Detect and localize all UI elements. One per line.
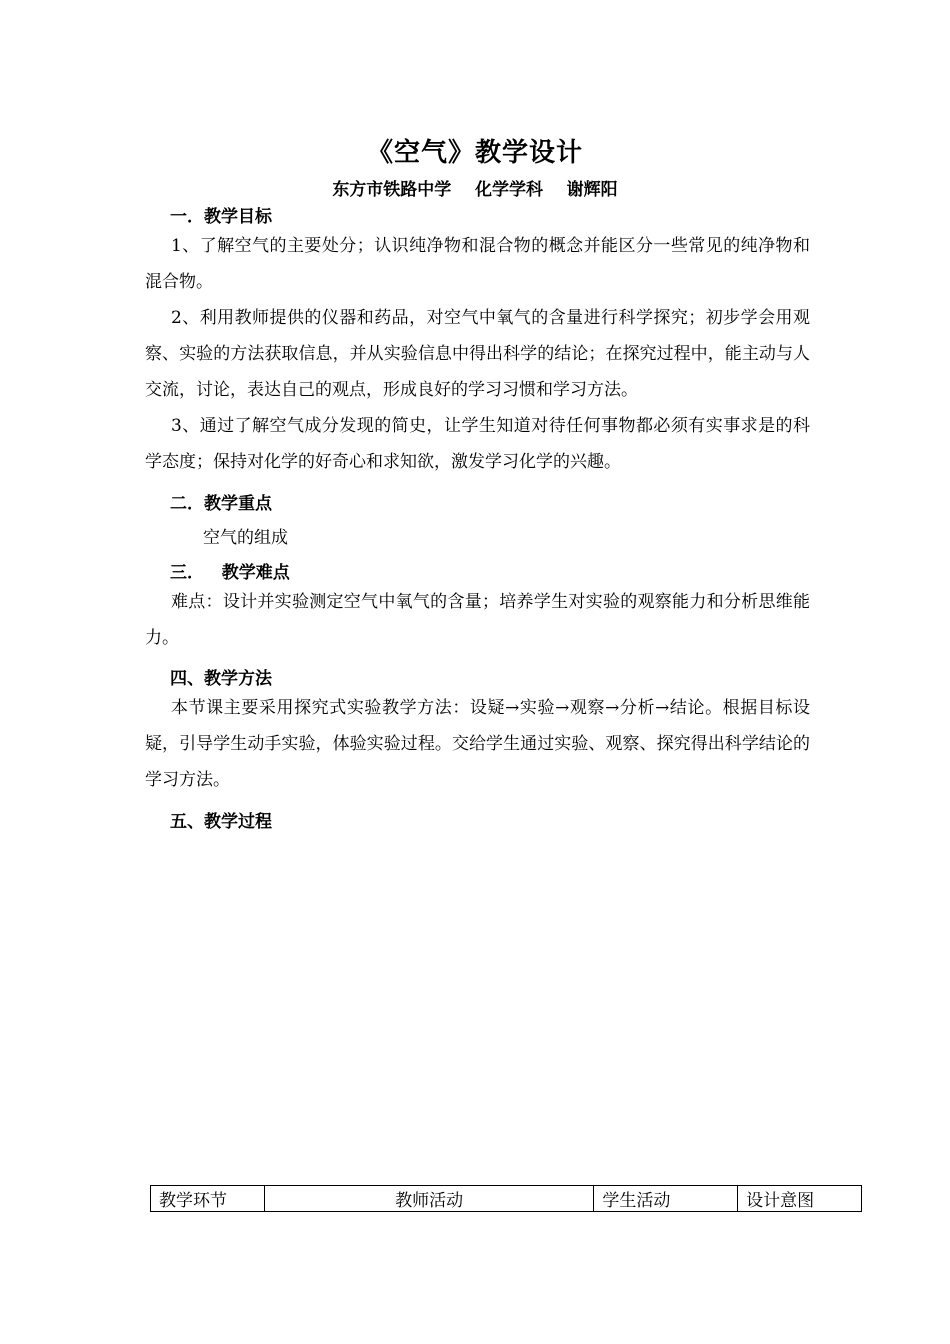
key-points-text: 空气的组成 <box>203 528 288 548</box>
table-header-cell: 教师活动 <box>264 1186 593 1212</box>
heading-key-points: 二．教学重点 <box>170 494 272 514</box>
difficulties-text: 难点：设计并实验测定空气中氧气的含量；培养学生对实验的观察能力和分析思维能力。 <box>145 592 810 648</box>
table-header-cell: 设计意图 <box>738 1186 862 1212</box>
heading-difficulties: 三． 教学难点 <box>170 563 290 583</box>
heading-process: 五、教学过程 <box>170 812 272 832</box>
goal-item-2: 2、利用教师提供的仪器和药品，对空气中氧气的含量进行科学探究；初步学会用观察、实验的方法获取信息，并从实验信息中得出科学的结论；在探究过程中，能主动与人交流，讨论，表达自己的观点，形成良好的学习习惯和学习方法。 <box>145 308 810 400</box>
table-header-cell: 学生活动 <box>594 1186 738 1212</box>
goal-item-1: 1、了解空气的主要处分；认识纯净物和混合物的概念并能区分一些常见的纯净物和混合物。 <box>145 236 810 292</box>
teaching-process-table <box>150 1185 862 1212</box>
goal-item-3: 3、通过了解空气成分发现的简史，让学生知道对待任何事物都必须有实事求是的科学态度；保持对化学的好奇心和求知欲，激发学习化学的兴趣。 <box>145 416 810 472</box>
heading-methods: 四、教学方法 <box>170 669 272 689</box>
table-header-row <box>151 1186 862 1212</box>
document-title: 《空气》教学设计 <box>366 138 583 168</box>
document-subtitle: 东方市铁路中学 化学学科 谢辉阳 <box>332 180 618 200</box>
methods-text: 本节课主要采用探究式实验教学方法：设疑→实验→观察→分析→结论。根据目标设疑，引导学生动手实验，体验实验过程。交给学生通过实验、观察、探究得出科学结论的学习方法。 <box>145 698 810 790</box>
heading-teaching-goals: 一．教学目标 <box>170 207 272 227</box>
table-header-cell: 教学环节 <box>151 1186 265 1212</box>
